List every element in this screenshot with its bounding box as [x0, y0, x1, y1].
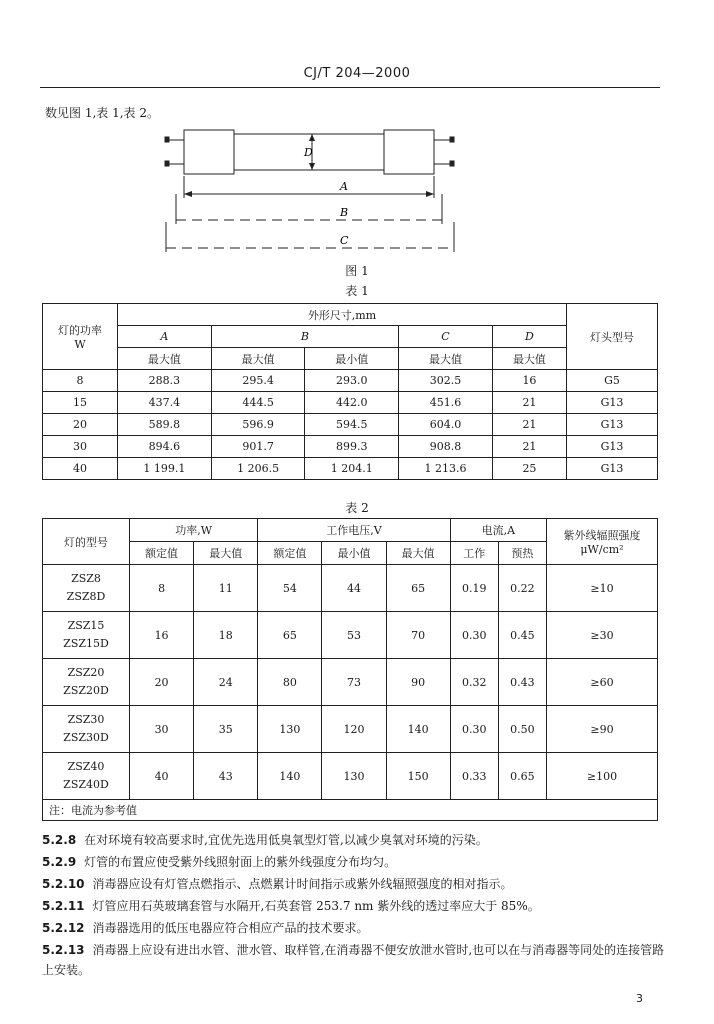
- sub-header: 工作: [450, 542, 498, 565]
- sub-header: 额定值: [258, 542, 322, 565]
- cell: 437.4: [118, 392, 212, 414]
- cell: 295.4: [211, 370, 305, 392]
- cell: 43: [194, 753, 258, 800]
- table-row: [43, 370, 658, 392]
- cell: 120: [322, 706, 386, 753]
- cell: 0.19: [450, 565, 498, 612]
- cell: 80: [258, 659, 322, 706]
- cell: G13: [567, 414, 658, 436]
- clause-5-2-12: 5.2.12 消毒器选用的低压电器应符合相应产品的技术要求。: [42, 921, 369, 935]
- table-row: [43, 414, 658, 436]
- sub-header: 额定值: [130, 542, 194, 565]
- cell: 130: [322, 753, 386, 800]
- cell: G13: [567, 392, 658, 414]
- cell: 140: [258, 753, 322, 800]
- col-base-header: 灯头型号: [567, 304, 658, 370]
- dim-label-a: A: [340, 180, 348, 193]
- cell: 53: [322, 612, 386, 659]
- cell: ≥100: [547, 753, 658, 800]
- cell: 0.33: [450, 753, 498, 800]
- cell-model: ZSZ8 ZSZ8D: [43, 565, 130, 612]
- sub-header: 最大值: [492, 348, 566, 370]
- col-voltage-header: 工作电压,V: [258, 519, 450, 542]
- cell: G13: [567, 436, 658, 458]
- page-number: 3: [636, 992, 643, 1005]
- cell: 0.65: [498, 753, 546, 800]
- cell: 901.7: [211, 436, 305, 458]
- table-row: [43, 753, 658, 800]
- cell: ≥10: [547, 565, 658, 612]
- cell: G13: [567, 458, 658, 480]
- sub-header: 预热: [498, 542, 546, 565]
- cell: 8: [130, 565, 194, 612]
- table-note: 注：电流为参考值: [43, 800, 658, 821]
- cell: 894.6: [118, 436, 212, 458]
- cell: 442.0: [305, 392, 399, 414]
- cell: 444.5: [211, 392, 305, 414]
- table-row: [43, 612, 658, 659]
- table-row: [43, 436, 658, 458]
- cell: 288.3: [118, 370, 212, 392]
- cell: 302.5: [399, 370, 493, 392]
- cell: 35: [194, 706, 258, 753]
- cell: 30: [130, 706, 194, 753]
- cell: 18: [194, 612, 258, 659]
- dim-label-d: D: [304, 146, 313, 159]
- cell: 604.0: [399, 414, 493, 436]
- table-row: [43, 706, 658, 753]
- dim-b-header: B: [211, 326, 398, 348]
- cell: 0.32: [450, 659, 498, 706]
- cell: 899.3: [305, 436, 399, 458]
- cell: 0.22: [498, 565, 546, 612]
- cell: 21: [492, 392, 566, 414]
- cell: ≥60: [547, 659, 658, 706]
- cell: 8: [43, 370, 118, 392]
- cell: 65: [386, 565, 450, 612]
- lamp-dimension-table: [42, 303, 658, 480]
- cell: 15: [43, 392, 118, 414]
- cell: 1 204.1: [305, 458, 399, 480]
- col-uv-header: 紫外线辐照强度 μW/cm²: [547, 519, 658, 565]
- sub-header: 最小值: [305, 348, 399, 370]
- cell: 73: [322, 659, 386, 706]
- clause-5-2-9: 5.2.9 灯管的布置应使受紫外线照射面上的紫外线强度分布均匀。: [42, 855, 397, 869]
- sub-header: 最大值: [211, 348, 305, 370]
- table-row: [43, 565, 658, 612]
- cell: 130: [258, 706, 322, 753]
- lamp-electrical-table: [42, 518, 658, 821]
- cell: 0.30: [450, 706, 498, 753]
- cell: 11: [194, 565, 258, 612]
- cell: 54: [258, 565, 322, 612]
- cell: 16: [130, 612, 194, 659]
- cell: 293.0: [305, 370, 399, 392]
- cell-model: ZSZ30 ZSZ30D: [43, 706, 130, 753]
- cell: 44: [322, 565, 386, 612]
- lamp-dimension-figure: [150, 126, 550, 258]
- sub-header: 最大值: [386, 542, 450, 565]
- cell: 16: [492, 370, 566, 392]
- cell: 594.5: [305, 414, 399, 436]
- cell: 70: [386, 612, 450, 659]
- cell: 90: [386, 659, 450, 706]
- col-power-header: 灯的功率 W: [43, 304, 118, 370]
- cell: 596.9: [211, 414, 305, 436]
- clause-5-2-8: 5.2.8 在对环境有较高要求时,宜优先选用低臭氧型灯管,以减少臭氧对环境的污染。: [42, 833, 488, 847]
- cell: 0.30: [450, 612, 498, 659]
- sub-header: 最小值: [322, 542, 386, 565]
- cell: 21: [492, 414, 566, 436]
- dim-d-header: D: [492, 326, 566, 348]
- cell: 589.8: [118, 414, 212, 436]
- cell: 20: [43, 414, 118, 436]
- header-rule: [40, 87, 660, 88]
- table1-caption: 表 1: [345, 284, 369, 298]
- table-row: [43, 392, 658, 414]
- dim-c-header: C: [399, 326, 493, 348]
- cell: 451.6: [399, 392, 493, 414]
- cell-model: ZSZ20 ZSZ20D: [43, 659, 130, 706]
- table2-caption: 表 2: [345, 501, 369, 515]
- cell: 150: [386, 753, 450, 800]
- dim-a-header: A: [118, 326, 212, 348]
- col-dims-header: 外形尺寸,mm: [118, 304, 567, 326]
- cell: 1 206.5: [211, 458, 305, 480]
- cell-model: ZSZ15 ZSZ15D: [43, 612, 130, 659]
- cell: ≥90: [547, 706, 658, 753]
- cell: 24: [194, 659, 258, 706]
- col-current-header: 电流,A: [450, 519, 546, 542]
- clause-5-2-10: 5.2.10 消毒器应设有灯管点燃指示、点燃累计时间指示或紫外线辐照强度的相对指示。: [42, 877, 513, 891]
- figure-caption: 图 1: [345, 264, 369, 278]
- cell: 0.50: [498, 706, 546, 753]
- cell: 0.43: [498, 659, 546, 706]
- intro-text: 数见图 1,表 1,表 2。: [45, 106, 159, 120]
- cell: 21: [492, 436, 566, 458]
- cell: 140: [386, 706, 450, 753]
- cell: G5: [567, 370, 658, 392]
- table-row: [43, 659, 658, 706]
- sub-header: 最大值: [118, 348, 212, 370]
- col-model-header: 灯的型号: [43, 519, 130, 565]
- cell: 40: [43, 458, 118, 480]
- dim-label-b: B: [340, 206, 349, 219]
- dim-label-c: C: [340, 234, 349, 247]
- clause-5-2-13: 5.2.13 消毒器上应设有进出水管、泄水管、取样管,在消毒器不便安放泄水管时,也可以在与消毒器等同处的连接管路上安装。: [42, 943, 665, 977]
- cell: ≥30: [547, 612, 658, 659]
- cell: 65: [258, 612, 322, 659]
- cell: 1 213.6: [399, 458, 493, 480]
- cell: 1 199.1: [118, 458, 212, 480]
- cell: 20: [130, 659, 194, 706]
- cell: 30: [43, 436, 118, 458]
- clause-5-2-11: 5.2.11 灯管应用石英玻璃套管与水隔开,石英套管 253.7 nm 紫外线的透过率应大于 85%。: [42, 899, 540, 913]
- cell: 40: [130, 753, 194, 800]
- cell: 908.8: [399, 436, 493, 458]
- cell: 0.45: [498, 612, 546, 659]
- sub-header: 最大值: [194, 542, 258, 565]
- cell: 25: [492, 458, 566, 480]
- table-row: [43, 458, 658, 480]
- col-power-header: 功率,W: [130, 519, 258, 542]
- standard-code: CJ/T 204—2000: [303, 66, 411, 81]
- cell-model: ZSZ40 ZSZ40D: [43, 753, 130, 800]
- sub-header: 最大值: [399, 348, 493, 370]
